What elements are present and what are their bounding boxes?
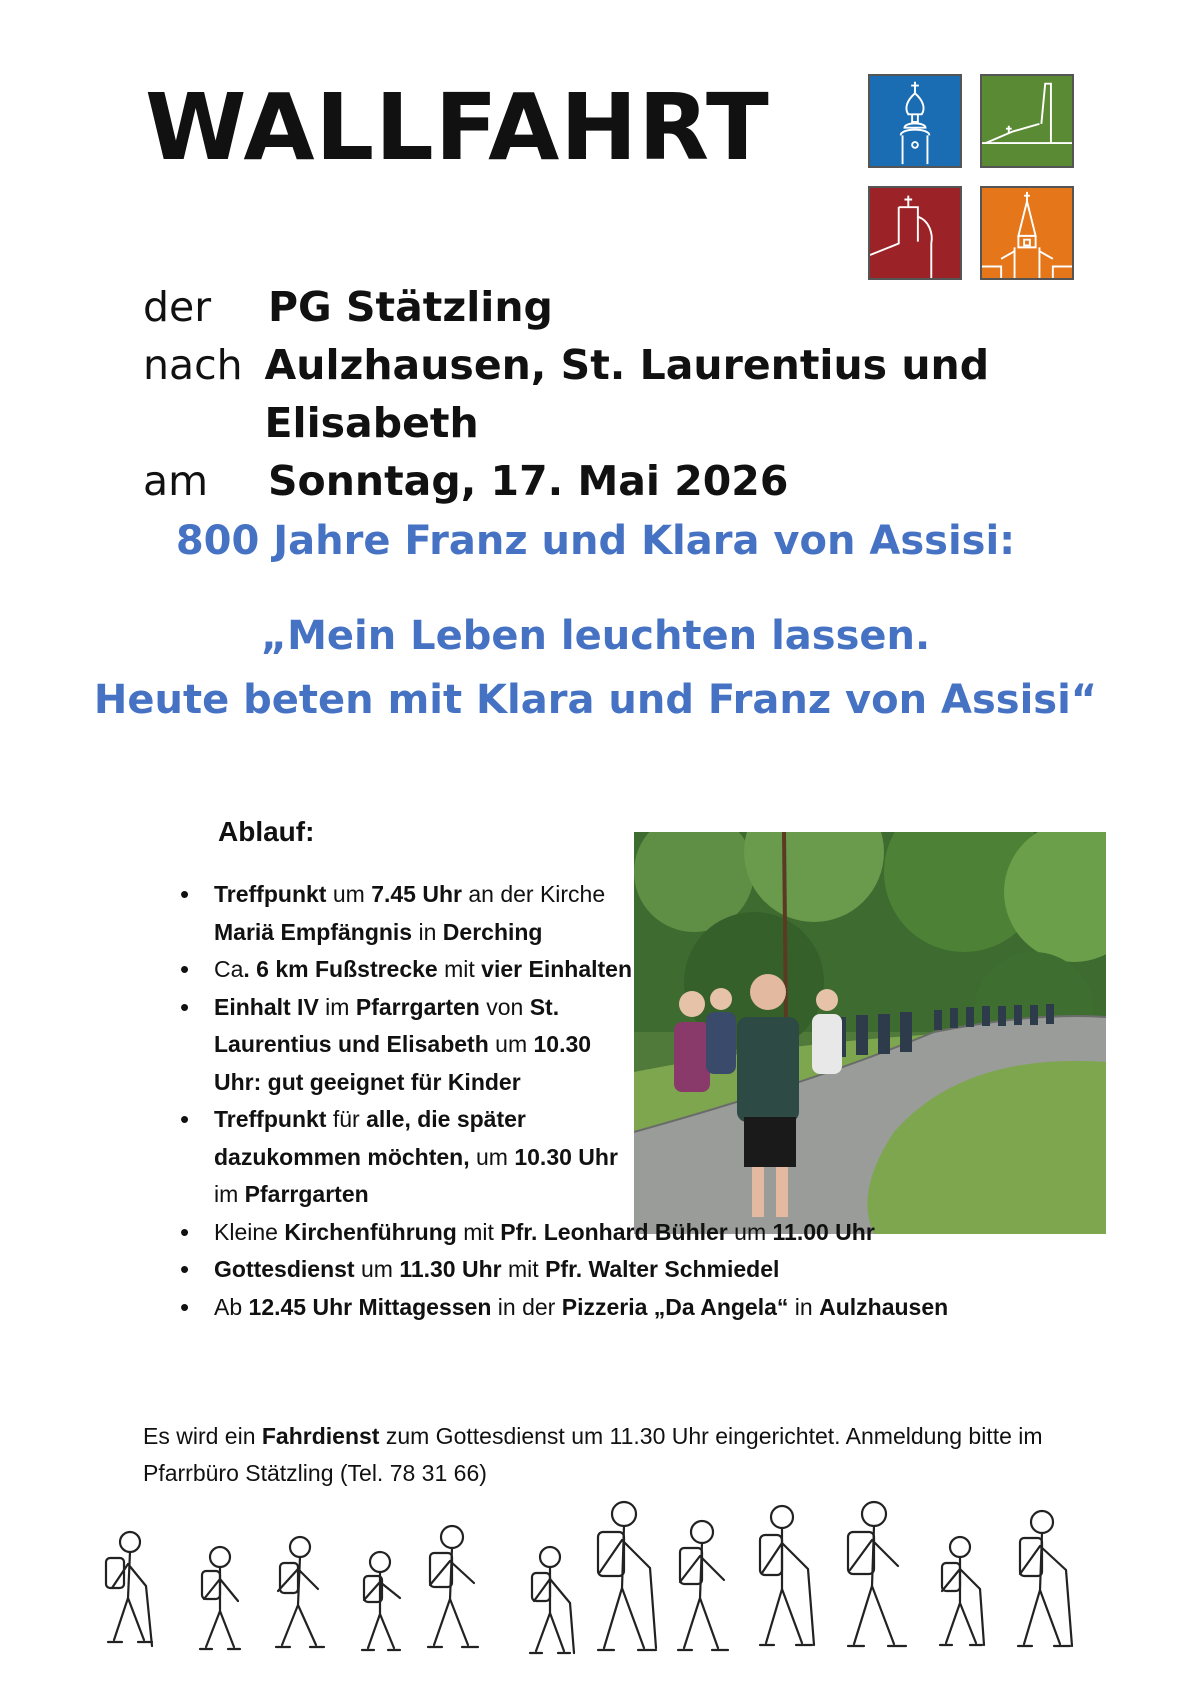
list-item: • Einhalt IV im Pfarrgarten von St. Laurentius und Elisabeth um 10.30 Uhr: gut geeignet für Kinder bbox=[214, 989, 634, 1102]
info-row-group bbox=[143, 278, 1191, 336]
list-item: • Ca. 6 km Fußstrecke mit vier Einhalten bbox=[214, 951, 634, 989]
hikers-illustration bbox=[88, 1488, 1128, 1673]
list-item: • Kleine Kirchenführung mit Pfr. Leonhard Bühler um 11.00 Uhr bbox=[214, 1214, 1094, 1252]
info-value: PG Stätzling bbox=[268, 283, 553, 331]
church-logo bbox=[868, 74, 1078, 284]
info-value: Aulzhausen, St. Laurentius und Elisabeth bbox=[264, 341, 990, 447]
info-label: der bbox=[143, 283, 212, 331]
list-item: • Gottesdienst um 11.30 Uhr mit Pfr. Walter Schmiedel bbox=[214, 1251, 1094, 1289]
motto-line-1: „Mein Leben leuchten lassen. bbox=[260, 613, 931, 659]
info-row-date bbox=[143, 452, 1191, 510]
list-item: • Treffpunkt für alle, die später dazukommen möchten, um 10.30 Uhr im Pfarrgarten bbox=[214, 1101, 634, 1214]
onion-dome-church-icon bbox=[868, 74, 962, 168]
transport-note: Es wird ein Fahrdienst zum Gottesdienst um 11.30 Uhr eingerichtet. Anmeldung bitte im Pfarrbüro Stätzling (Tel. 78 31 66) bbox=[143, 1423, 1043, 1486]
schedule-heading: Ablauf: bbox=[218, 816, 315, 847]
info-row-destination bbox=[143, 336, 1191, 452]
info-value: Sonntag, 17. Mai 2026 bbox=[268, 457, 789, 505]
info-label: nach bbox=[143, 341, 243, 389]
info-label: am bbox=[143, 457, 209, 505]
motto-line-2: Heute beten mit Klara und Franz von Assisi“ bbox=[93, 677, 1098, 723]
subtitle: 800 Jahre Franz und Klara von Assisi: bbox=[175, 518, 1016, 564]
steeple-icon bbox=[980, 186, 1074, 280]
church-roof-icon bbox=[980, 74, 1074, 168]
list-item: • Treffpunkt um 7.45 Uhr an der Kirche Mariä Empfängnis in Derching bbox=[214, 876, 634, 951]
schedule-list bbox=[214, 876, 1094, 1326]
poster-title: WALLFAHRT bbox=[145, 74, 770, 181]
list-item: • Ab 12.45 Uhr Mittagessen in der Pizzeria „Da Angela“ in Aulzhausen bbox=[214, 1289, 1094, 1327]
event-info bbox=[143, 278, 1191, 510]
chapel-icon bbox=[868, 186, 962, 280]
motto bbox=[0, 604, 1191, 732]
